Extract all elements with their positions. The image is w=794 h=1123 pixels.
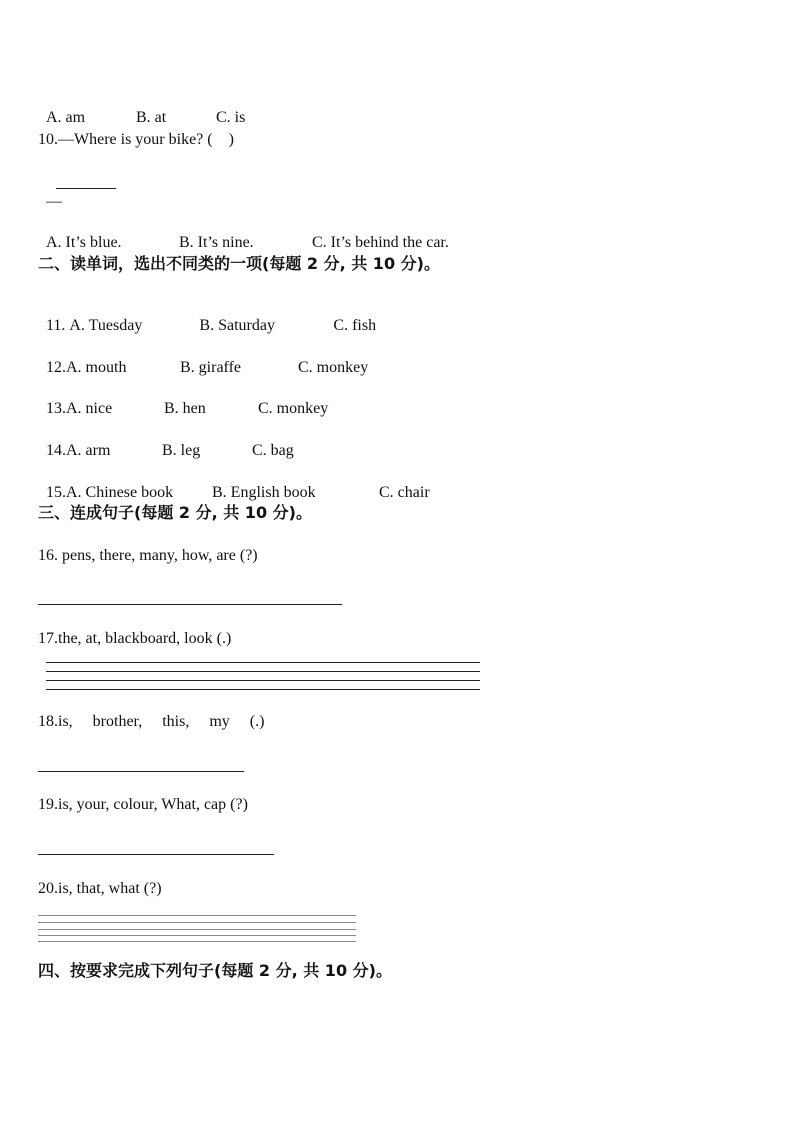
q14-number: 14. [46, 442, 66, 459]
q12-number: 12. [46, 359, 66, 376]
q10-answer-blank [56, 188, 116, 189]
q10-answer-dash: — [46, 193, 62, 210]
q13-option-c: C. monkey [258, 400, 329, 417]
q17-prompt: 17.the, at, blackboard, look (.) [38, 630, 232, 647]
q13-option-b: B. hen [164, 400, 206, 417]
q11-row [38, 296, 376, 336]
q14-option-a: A. arm [66, 442, 111, 459]
q9-option-b: B. at [136, 109, 167, 126]
q12-row [38, 338, 368, 378]
q14-option-c: C. bag [252, 442, 294, 459]
q10-question: 10.—Where is your bike? ( ) [38, 131, 234, 148]
q20-writing-line-5 [38, 941, 356, 942]
q19-answer-line [38, 854, 274, 855]
q10-option-b: B. It’s nine. [179, 234, 254, 251]
q17-writing-line-4 [46, 689, 480, 690]
q17-writing-line-3 [46, 680, 480, 681]
q13-row [38, 379, 328, 419]
q15-row [38, 463, 430, 503]
q14-row [38, 421, 294, 461]
q12-option-b: B. giraffe [180, 359, 242, 376]
q18-answer-line [38, 771, 244, 772]
section3-title: 三、连成句子(每题 2 分, 共 10 分)。 [38, 503, 312, 522]
q16-prompt: 16. pens, there, many, how, are (?) [38, 547, 258, 564]
q11-option-a: A. Tuesday [69, 317, 143, 334]
q15-option-b: B. English book [212, 484, 316, 501]
section2-title: 二、读单词，选出不同类的一项(每题 2 分, 共 10 分)。 [38, 254, 440, 273]
q17-writing-line-1 [46, 662, 480, 663]
q12-option-a: A. mouth [66, 359, 127, 376]
q9-options [38, 88, 245, 128]
q20-writing-line-2 [38, 922, 356, 923]
q20-writing-line-3 [38, 929, 356, 930]
q12-option-c: C. monkey [298, 359, 369, 376]
q15-number: 15. [46, 484, 66, 501]
q20-writing-line-1 [38, 915, 356, 916]
q13-option-a: A. nice [66, 400, 113, 417]
q9-option-c: C. is [216, 109, 246, 126]
section4-title: 四、按要求完成下列句子(每题 2 分, 共 10 分)。 [38, 961, 392, 980]
q10-answer-line [38, 172, 62, 212]
q10-option-c: C. It’s behind the car. [312, 234, 449, 251]
q11-number: 11. [46, 317, 70, 334]
q10-options [38, 213, 449, 253]
q16-answer-line [38, 604, 342, 605]
q18-prompt: 18.is, brother, this, my (.) [38, 713, 265, 730]
q9-option-a: A. am [46, 109, 86, 126]
q15-option-a: A. Chinese book [66, 484, 174, 501]
q20-writing-line-4 [38, 935, 356, 936]
q19-prompt: 19.is, your, colour, What, cap (?) [38, 796, 248, 813]
q11-option-c: C. fish [333, 317, 377, 334]
q10-option-a: A. It’s blue. [46, 234, 122, 251]
q13-number: 13. [46, 400, 66, 417]
q15-option-c: C. chair [379, 484, 430, 501]
q20-prompt: 20.is, that, what (?) [38, 880, 162, 897]
q17-writing-line-2 [46, 671, 480, 672]
q14-option-b: B. leg [162, 442, 201, 459]
q11-option-b: B. Saturday [199, 317, 275, 334]
